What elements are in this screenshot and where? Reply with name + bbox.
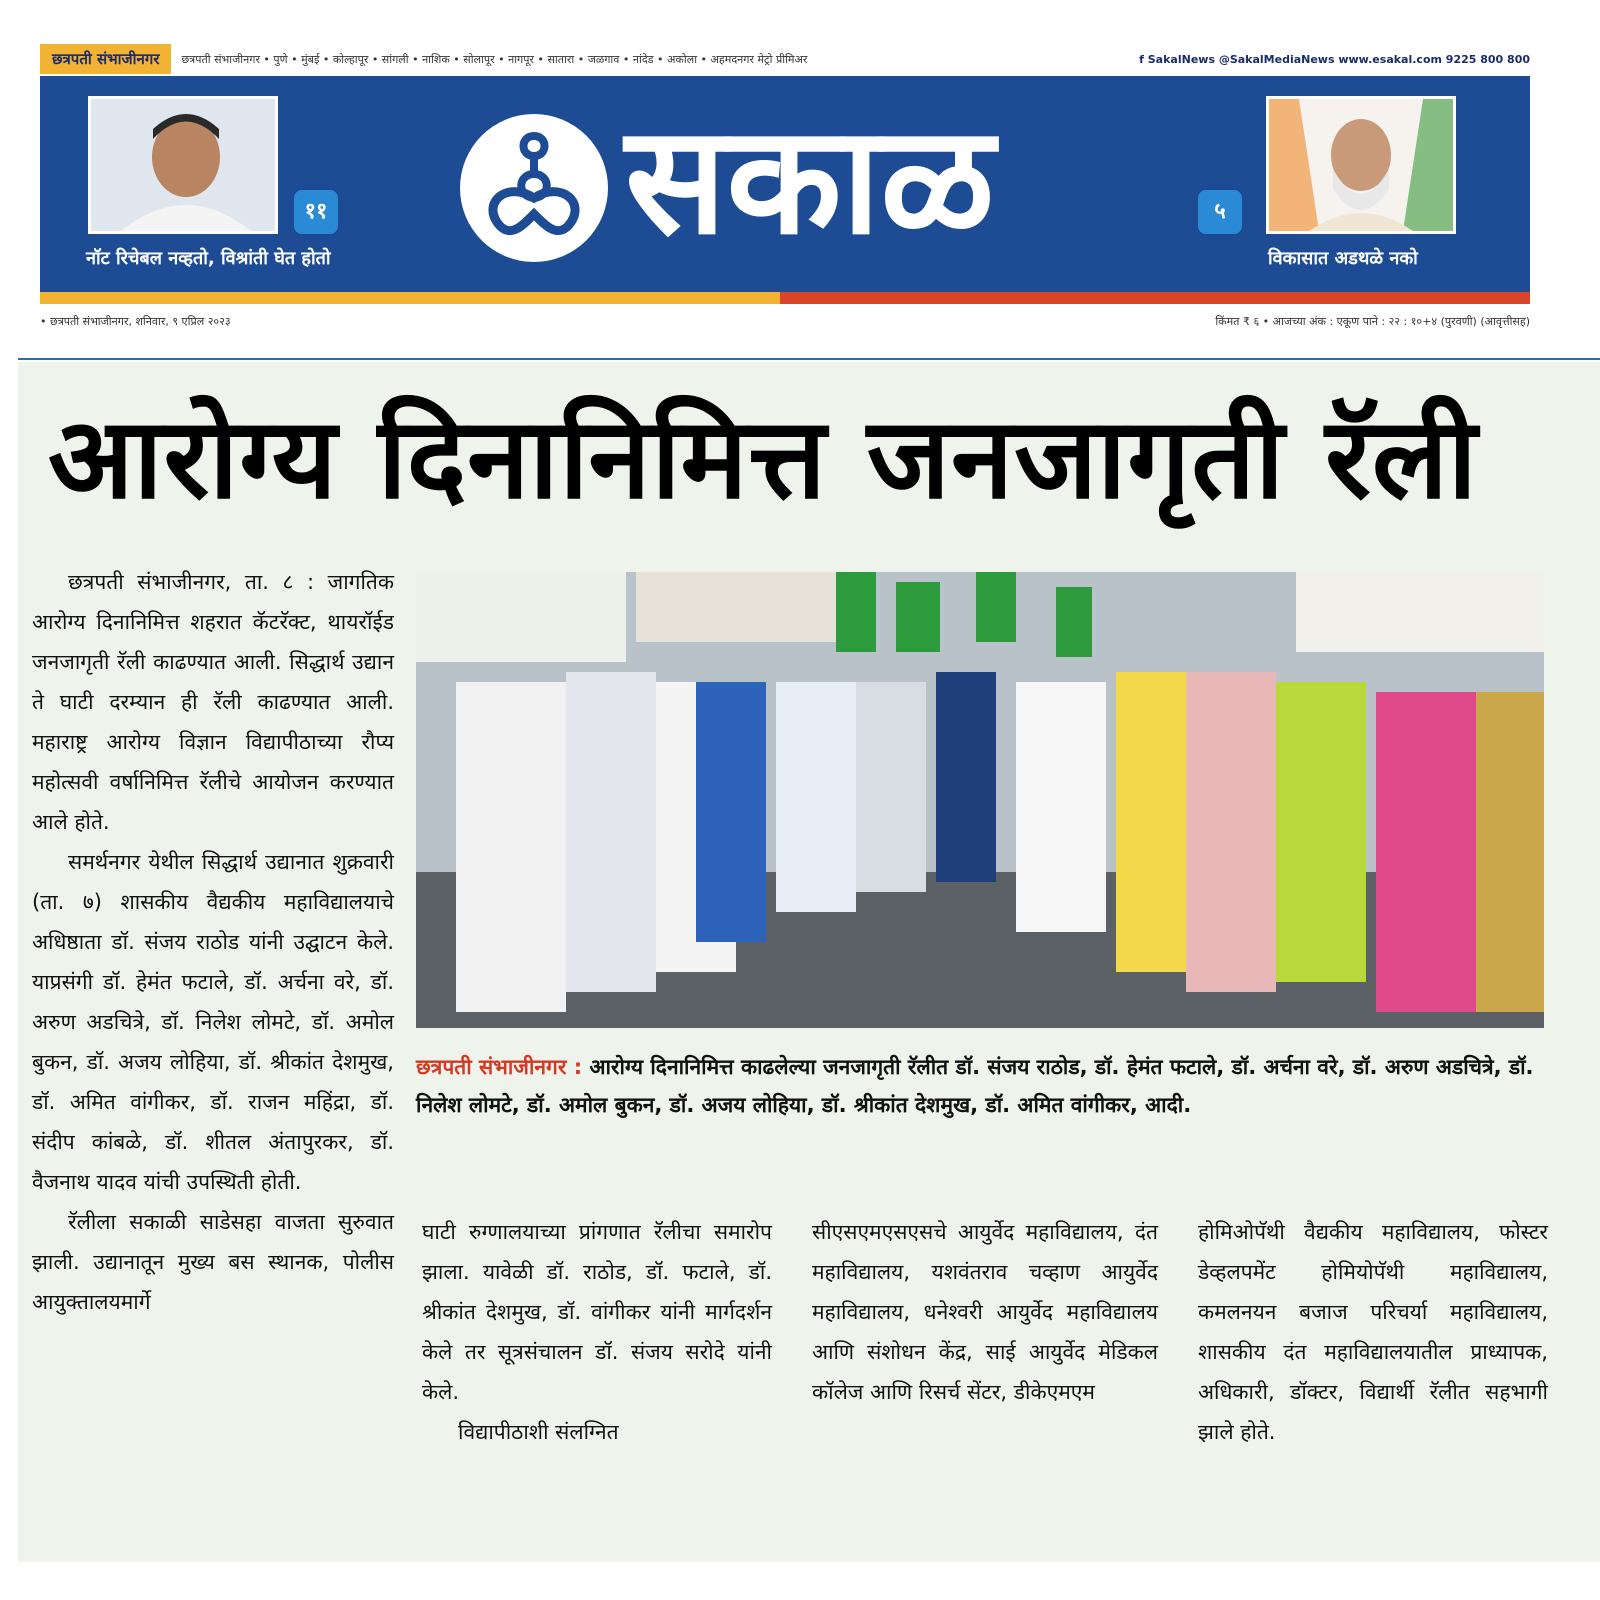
paragraph: सीएसएमएसएसचे आयुर्वेद महाविद्यालय, दंत महाविद्यालय, यशवंतराव चव्हाण आयुर्वेद महाविद्यालय, धनेश्वरी आयुर्वेद महाविद्यालय आणि संशोधन केंद्र, साई आयुर्वेद मेडिकल कॉलेज आणि रिसर्च सेंटर, डीकेएमएम xyxy=(812,1220,1158,1404)
caption-place: छत्रपती संभाजीनगर : xyxy=(416,1055,583,1079)
logo-emblem-icon xyxy=(460,114,608,262)
masthead-stripe-yellow xyxy=(40,292,780,304)
masthead-band xyxy=(40,76,1530,292)
right-tease-text: विकासात अडथळे नको xyxy=(1268,248,1418,269)
paragraph: छत्रपती संभाजीनगर, ता. ८ : जागतिक आरोग्य दिनानिमित्त शहरात कॅटरॅक्ट, थायरॉईड जनजागृती रॅली काढण्यात आली. सिद्धार्थ उद्यान ते घाटी दरम्यान ही रॅली काढण्यात आली. महाराष्ट्र आरोग्य विज्ञान विद्यापीठाच्या रौप्य महोत्सवी वर्षानिमित्त रॅलीचे आयोजन करण्यात आले होते. xyxy=(32,570,394,834)
masthead-top-strip xyxy=(40,44,1530,74)
edition-label: छत्रपती संभाजीनगर xyxy=(40,44,171,74)
rally-photo-image xyxy=(416,572,1544,1028)
portrait-image xyxy=(91,99,275,231)
article-column-3 xyxy=(812,1212,1158,1412)
paragraph: रॅलीला सकाळी साडेसहा वाजता सुरुवात झाली. उद्यानातून मुख्य बस स्थानक, पोलीस आयुक्तालयमार्गे xyxy=(32,1210,394,1314)
caption-text: आरोग्य दिनानिमित्त काढलेल्या जनजागृती रॅलीत डॉ. संजय राठोड, डॉ. हेमंत फटाले, डॉ. अर्चना वरे, डॉ. अरुण अडचित्रे, डॉ. निलेश लोमटे, डॉ. अमोल बुकन, डॉ. अजय लोहिया, डॉ. श्रीकांत देशमुख, डॉ. अमित वांगीकर, आदी. xyxy=(416,1055,1534,1117)
rally-photo xyxy=(416,572,1544,1028)
left-tease-text: नॉट रिचेबल नव्हतो, विश्रांती घेत होतो xyxy=(86,248,331,269)
article-column-2 xyxy=(422,1212,772,1452)
dateline-right: किंमत ₹ ६ • आजच्या अंक : एकूण पाने : २२ : १०+४ (पुरवणी) (आवृत्तीसह) xyxy=(1215,314,1530,328)
paragraph: होमिओपॅथी वैद्यकीय महाविद्यालय, फोस्टर डेव्हलपमेंट होमियोपॅथी महाविद्यालय, कमलनयन बजाज परिचर्या महाविद्यालय, शासकीय दंत महाविद्यालयातील प्राध्यापक, अधिकारी, डॉक्टर, विद्यार्थी रॅलीत सहभागी झाले होते. xyxy=(1198,1220,1548,1444)
left-tease-page-number: ११ xyxy=(294,190,338,234)
divider-line xyxy=(18,358,1600,360)
masthead-stripe-red xyxy=(780,292,1530,304)
editions-list: छत्रपती संभाजीनगर • पुणे • मुंबई • कोल्हापूर • सांगली • नाशिक • सोलापूर • नागपूर • सातारा • जळगाव • नांदेड • अकोला • अहमदनगर मेट्रो प्रीमिअर xyxy=(181,52,808,66)
social-links: f SakalNews @SakalMediaNews www.esakal.com 9225 800 800 xyxy=(1139,52,1530,66)
left-tease-photo xyxy=(88,96,278,234)
newspaper-masthead xyxy=(40,44,1530,344)
paragraph: समर्थनगर येथील सिद्धार्थ उद्यानात शुक्रवारी (ता. ७) शासकीय वैद्यकीय महाविद्यालयाचे अधिष्ठाता डॉ. संजय राठोड यांनी उद्घाटन केले. याप्रसंगी डॉ. हेमंत फटाले, डॉ. अर्चना वरे, डॉ. अरुण अडचित्रे, डॉ. निलेश लोमटे, डॉ. अमोल बुकन, डॉ. अजय लोहिया, डॉ. श्रीकांत देशमुख, डॉ. अमित वांगीकर, डॉ. राजन महिंद्रा, डॉ. संदीप कांबळे, डॉ. शीतल अंतापुरकर, डॉ. वैजनाथ यादव यांची उपस्थिती होती. xyxy=(32,850,394,1194)
right-tease-photo xyxy=(1266,96,1456,234)
paragraph: विद्यापीठाशी संलग्नित xyxy=(458,1420,619,1444)
paragraph: घाटी रुग्णालयाच्या प्रांगणात रॅलीचा समारोप झाला. यावेळी डॉ. राठोड, डॉ. फटाले, डॉ. श्रीकांत देशमुख, डॉ. वांगीकर यांनी मार्गदर्शन केले तर सूत्रसंचालन डॉ. संजय सरोदे यांनी केले. xyxy=(422,1220,772,1404)
sakal-logo-mark xyxy=(460,114,608,262)
dateline-bar xyxy=(40,308,1530,334)
article-column-4 xyxy=(1198,1212,1548,1452)
newspaper-brand-name: सकाळ xyxy=(625,94,995,268)
dateline-left: • छत्रपती संभाजीनगर, शनिवार, ९ एप्रिल २०२३ xyxy=(40,314,231,328)
portrait-image xyxy=(1269,99,1453,231)
photo-caption xyxy=(416,1048,1546,1124)
article-column-1 xyxy=(32,562,394,1322)
news-article xyxy=(18,362,1600,1562)
right-tease-page-number: ५ xyxy=(1198,190,1242,234)
article-headline: आरोग्य दिनानिमित्त जनजागृती रॅली xyxy=(48,394,1478,524)
